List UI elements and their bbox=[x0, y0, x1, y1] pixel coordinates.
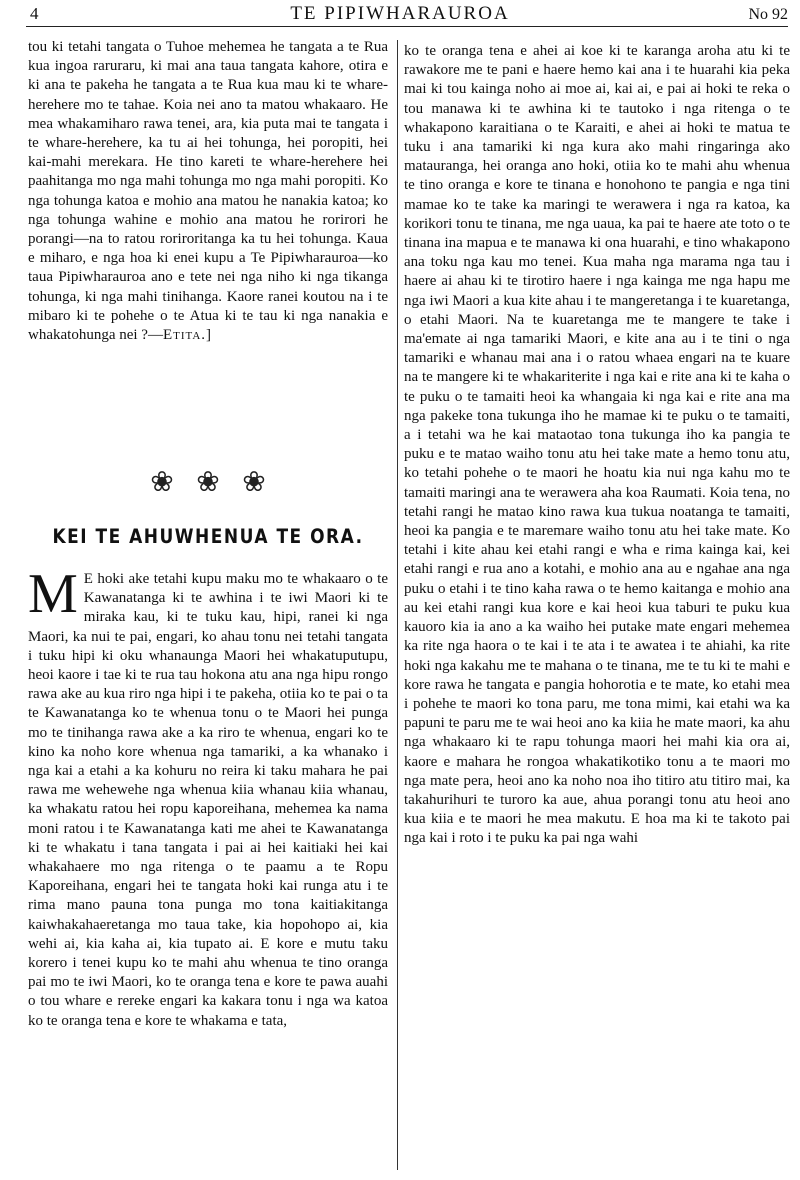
article-text-right: ko te oranga tena e ahei ai koe ki te karanga aroha atu ki te rawakore me te pani e haere hemo kai ana i te huarahi kia peka mai ki tou kainga noho ai moe ai, kai ai, e pai ai hoki te reka o tou manawa ki te awhina ki te tautoko i nga ritenga o te whakapono karaitiana o te Karaiti, e ahei ai hoki te matua te tuku i ana tamariki ki nga kura ako mahi ringaringa ako matauranga, hei oranga ano hoki, otiia ko te mahi ahu whenua te tino oranga e kore te tinana e honohono te pangia e nga tini mamae ko te take ka maringi te werawera i nga ra katoa, ka korikori tonu te tinana, me nga uaua, ka pai te haere ate toto o te tinana ina mapua e te manawa ki ona huarahi, e tino whakapono ana toku nga kau mo tenei. Kua maha nga marama nga tau i haere ai ahau ki te tirotiro haere i nga kainga me nga hapu me nga iwi Maori a kua kite ahau i te mangeretanga i te kuaretanga, o etahi Maori. Na te kuaretanga me te mangere te take i ma'emate ai nga tamariki Maori, e kite ana au i te tini o nga tamariki e whanau mai ana i o ratou whaea engari na te kuare na te mangere ki te whakariterite i nga kai e rite ana ki te kaha o te puku o te tamaiti heoi ka whangaia ki nga kai e rite ana ma nga pakeke tona tukunga iho he mamae ki te puku o te tamaiti, a i tetahi wa he kai mataotao tona tukunga iho ka pangia te puku e te matao waiho tonu atu hei take mate a hemo tonu atu, ko tetahi pohehe o te maori he hoatu kia nui nga kahu mo te tamaiti maringi ana te werawera aha koa Raumati. Koia tena, no tetahi rangi he matao kino rawa kua tukua noatanga te tamaiti, heoi ka pangia e te maremare waiho tonu atu hei take mate. Ko tetahi i kite ahau kei etahi rangi e wha e rima kainga kai, kei etahi rangi e rua ano a kotahi, e mohio ana au e ngahae ana nga puku o etahi i te tino kaha rawa o te hemo kaitanga e mohio ana au kei etahi rangi kua kore e kai heoi kua taburi te puku kua kauoro kia ia ano a ka waiho hei putake mate engari mehemea ka rite nga haora o te kai i te ata i te awatea i te ahiahi, ka rite hoki nga kakahu me te mahana o te tinana, me te tu ki te mahi e kore rawa he tangata e pangia hohorotia e te mate, ko etahi mea i pohehe te maori ko tona paru, me tona mimi, kai etahi wa ka papuni te paru me te wai heoi ano ka kiia he mate maori, ka ahu nga whakaaro ki te rapu tohunga maori hei mahi kia ora ai, kaore e mahara he rongoa whakatikotiko tonu a te maori mo nga mate pera, heoi ano ka noho noa iho titiro atu titiro mai, ka takahurihuri te turoro ka aue, ahua porangi tonu atu heoi ano kua kiia e te maori he mea makutu. E hoa ma ki te takoto pai nga kai i roto i te puku ka pai nga wahi bbox=[404, 43, 790, 847]
article-paragraph bbox=[28, 563, 388, 1031]
editorial-text: tou ki tetahi tangata o Tuhoe mehemea he tangata a te Rua kua ingoa raruraru, ki mai ana taua tangata kahore, otira e ki ana te pakeha he tangata a te Rua kua mau ki te whare-herehere mo te tahae. Koia nei ano ta matou whakaaro. He mea whakamiharo rawa tenei, ara, kia puta mai te tangata i te whare-herehere, ka tu ai hei tohunga, hei poropiti, hei kai-mahi merekara. He tino kareti te whare-herehere hei paahitanga mo nga mahi tohunga mo nga mahi poropiti. Ko nga tohunga katoa e mohio ana matou he nanakia katoa; ko nga tohunga wahine e mohio ana matou he rorirori he porangi—na to ratou roriroritanga ka tu hei tohunga. Kaua e miharo, e nga hoa ki enei kupu a Te Pipiwharauroa—ko taua Pipiwharauroa ano e tete nei nga niho ki nga tikanga tohunga, ki nga mahi tinihanga. Kaore ranei koutou na i te mibaro ki te pohehe o te Atua ki te tau ki nga nanakia e whakatohunga nei ?— bbox=[28, 39, 388, 344]
page-header bbox=[0, 0, 800, 32]
right-column bbox=[404, 42, 790, 849]
drop-cap: M bbox=[28, 563, 78, 625]
article-paragraph-right bbox=[404, 42, 790, 849]
page-number: 4 bbox=[30, 4, 39, 23]
article-text-left: E hoki ake tetahi kupu maku mo te whakaaro o te Kawanatanga ki te awhina i te iwi Maori ki te miraka kau, ki te tuku kau, hipi, ranei ki nga Maori, ka nui te pai, engari, ko ahau tonu nei tetahi tangata i tuku hipi ki oku whanaunga Maori hei whakatuputupu, heoi kaore i tae ki te rua tau hokona atu ana nga hipu rongo rawa ake au kua riro nga hipi i te pakeha, otiia ko te pai o ta te Kawanatanga ko te whenua tonu o te Maori hei punga mo te tinihanga rawa ake a ka riro te whenua, engari ko te kino ka noho kore whenua nga tamariki, a ka whanako i nga kai a etahi a ka kohuru no reira ki taku mahara he pai rawa me wehewehe nga whenua kiia whanau kiia whanau, ka whakatu ratou hei ropu kaporeihana, mehemea ka nama moni ratou i te Kawanatanga kati me ahei te Kawanatanga ki te whakatu i tana tangata i pai ai hei kaitiaki hei kai whakahaere mo nga ritenga o te paamu a te Ropu Kaporeihana, engari hei te tangata hoki kai runga atu i te rima mano pauna tona punga mo tona kaitiakitanga kaiwhakahaeretanga mo taua take, kia hopohopo ai, kia wehi ai, kia kaha ai, kia tupato ai. E kore e mutu taku korero i tenei kupu ko te mahi ahu whenua te tino oranga pai mo te iwi Maori, ko te oranga tena e kore te pawa auahi o tou whare e rereke engari ka kakara tonu i nga wa katoa ko te oranga tena e kore te whakama e tata, bbox=[28, 571, 388, 1029]
ornament-row bbox=[28, 467, 388, 498]
newspaper-title: TE PIPIWHARAUROA bbox=[290, 3, 510, 24]
left-column-top bbox=[28, 38, 388, 345]
editor-signature: Etita.] bbox=[162, 327, 213, 344]
rosette-ornament-icon: ❀ bbox=[196, 467, 220, 498]
left-column-bottom bbox=[28, 563, 388, 1031]
section-heading: KEI TE AHUWHENUA TE ORA. bbox=[52, 525, 364, 549]
issue-number: No 92 bbox=[748, 6, 788, 23]
header-rule bbox=[26, 26, 788, 27]
editorial-paragraph bbox=[28, 38, 388, 345]
rosette-ornament-icon: ❀ bbox=[242, 467, 266, 498]
column-divider bbox=[397, 40, 398, 1170]
rosette-ornament-icon: ❀ bbox=[150, 467, 174, 498]
